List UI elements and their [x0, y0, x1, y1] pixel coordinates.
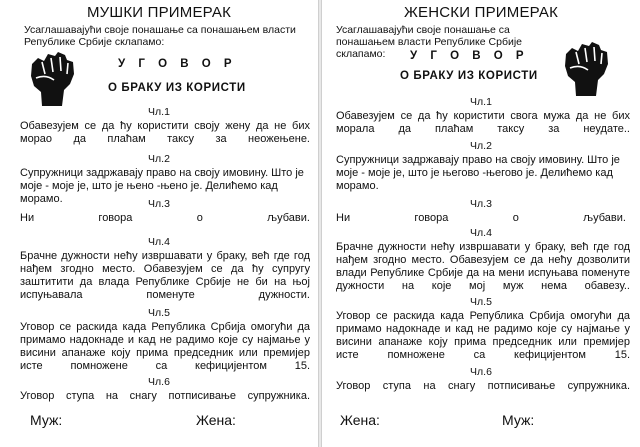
article-3-text: [20, 212, 310, 225]
panel-heading: ЖЕНСКИ ПРИМЕРАК: [403, 4, 559, 21]
article-3-word: Ни: [20, 212, 35, 224]
contract-title: У Г О В О Р: [118, 58, 237, 70]
intro-text: Усаглашавајући своје понашање са понашањем власти Републике Србије склапамо:: [336, 24, 522, 60]
signature-wife-label: Жена:: [196, 412, 236, 428]
article-6-label: Чл.6: [470, 366, 492, 378]
article-2-text: Супружници задржавају право на своју имовину. Што је моје - моје је, што је његово -његово је. Делићемо кад морамо.: [336, 154, 620, 192]
article-5-label: Чл.5: [470, 296, 492, 308]
contract-subtitle: О БРАКУ ИЗ КОРИСТИ: [108, 82, 246, 94]
article-3-word: Ни: [336, 212, 351, 224]
article-2-text: Супружници задржавају право на своју имовину. Што је моје - моје је, што је њено -њено је. Делићемо кад морамо.: [20, 167, 304, 205]
article-2-label: Чл.2: [148, 153, 170, 165]
panel-heading: МУШКИ ПРИМЕРАК: [86, 4, 232, 21]
article-4-label: Чл.4: [470, 227, 492, 239]
article-1-label: Чл.1: [148, 106, 170, 118]
article-2-label: Чл.2: [470, 140, 492, 152]
article-6-text: Уговор ступа на снагу потписивање супружника.: [336, 380, 630, 392]
article-3-text: [336, 212, 626, 225]
raised-fist-icon: [558, 40, 612, 98]
article-4-text: Брачне дужности нећу извршавати у браку, већ где год нађем згодно место. Обавезујем се да нећу дозволити влади Републике Србије да на мени испуњава поменуте дужности на које мој муж нема обавезу..: [336, 241, 630, 292]
article-4-text: Брачне дужности нећу извршавати у браку, већ где год нађем згодно место. Обавезујем се да ћу супругу заштитити да влада Републике Србије не би на њој испуњавала поменуте дужности.: [20, 250, 310, 301]
article-4-label: Чл.4: [148, 236, 170, 248]
article-5-text: Уговор се раскида када Република Србија омогући да примамо надокнаде и кад не радимо које су најмање у висини апанаже коју прима председник или премијер исте помножене са кефицијентом 15.: [336, 310, 630, 361]
article-3-word: говора: [414, 212, 449, 224]
article-5-label: Чл.5: [148, 307, 170, 319]
male-copy-panel: [0, 0, 318, 447]
signature-husband-label: Муж:: [30, 412, 63, 428]
article-3-word: говора: [98, 212, 133, 224]
article-3-label: Чл.3: [470, 198, 492, 210]
article-1-label: Чл.1: [470, 96, 492, 108]
article-6-label: Чл.6: [148, 376, 170, 388]
signature-wife-label: Жена:: [340, 412, 380, 428]
signature-husband-label: Муж:: [502, 412, 535, 428]
article-3-word: о: [196, 212, 203, 224]
article-6-text: Уговор ступа на снагу потписивање супружника.: [20, 390, 310, 402]
article-3-label: Чл.3: [148, 198, 170, 210]
article-5-text: Уговор се раскида када Република Србија омогући да примамо надокнаде и кад не радимо које су најмање у висини апанаже коју прима председник или премијер исте помножене са кефицијентом 15.: [20, 321, 310, 372]
female-copy-panel: [322, 0, 640, 447]
contract-subtitle: О БРАКУ ИЗ КОРИСТИ: [400, 70, 538, 82]
article-1-text: Обавезујем се да ћу користити своју жену да не бих морао да плаћам таксу за неожењене.: [20, 120, 310, 145]
intro-text: Усаглашавајући своје понашање са понашањем власти Републике Србије склапамо:: [24, 24, 296, 48]
contract-title: У Г О В О Р: [410, 50, 529, 62]
article-1-text: Обавезујем се да ћу користити свога мужа да не бих морала да плаћам таксу за неудате..: [336, 110, 630, 135]
article-3-word: о: [512, 212, 519, 224]
raised-fist-icon: [24, 50, 78, 108]
article-3-word: љубави.: [267, 212, 310, 224]
article-3-word: љубави.: [583, 212, 626, 224]
